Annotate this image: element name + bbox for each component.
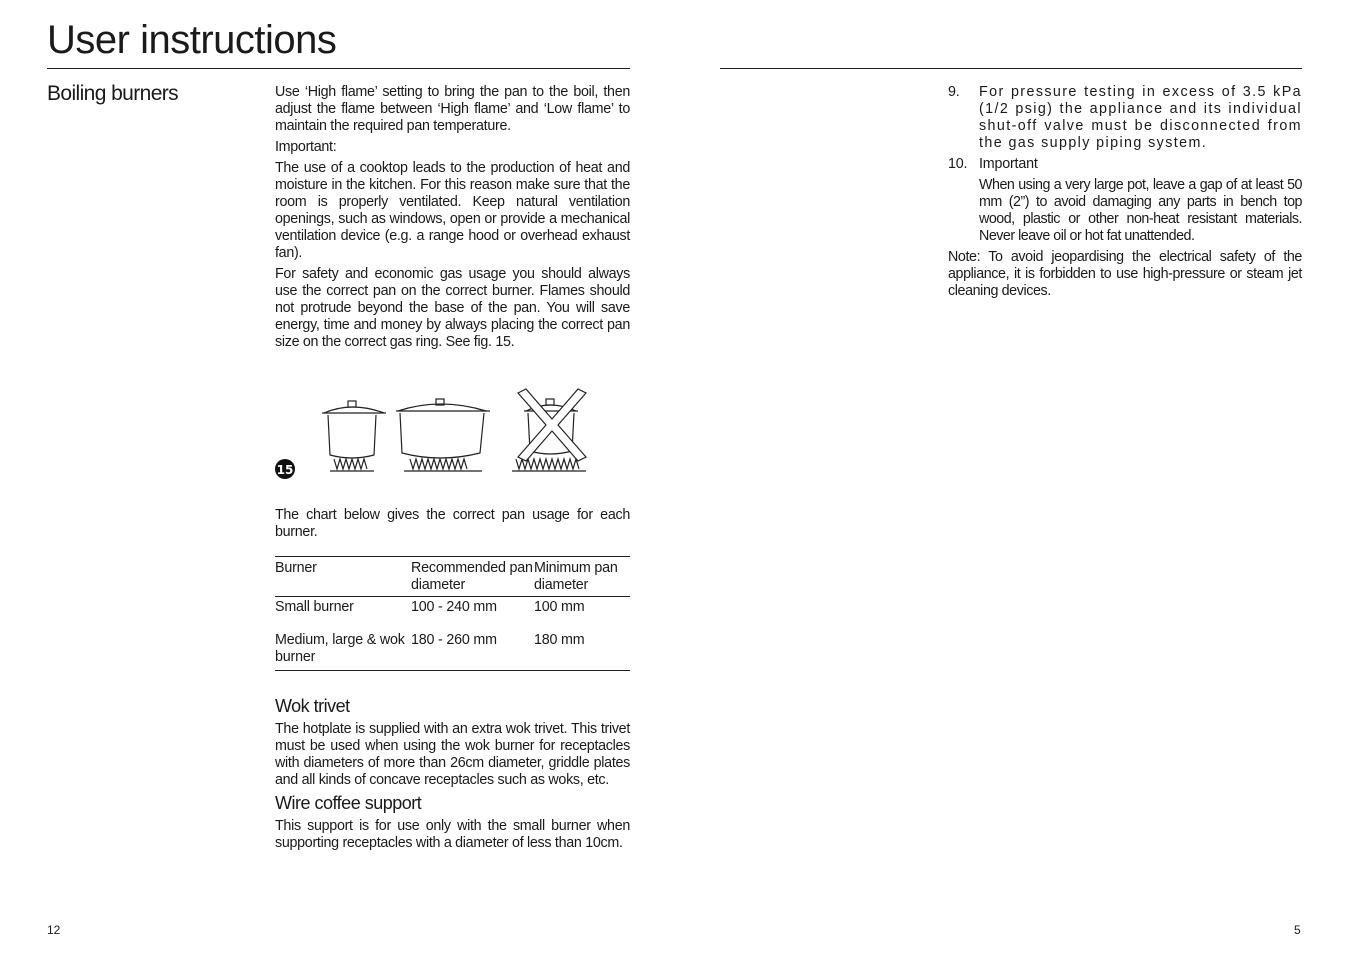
title-rule-right [720, 68, 1302, 69]
left-column-top [275, 84, 630, 355]
section-title: Boiling burners [47, 82, 179, 105]
figure-number: 15 [276, 463, 294, 477]
table-cell: 180 - 260 mm [411, 632, 497, 648]
wok-trivet-heading: Wok trivet [275, 696, 350, 716]
pan-usage-table-wrap [275, 556, 630, 671]
list-number: 9. [948, 84, 960, 100]
safety-paragraph: For safety and economic gas usage you should always use the correct pan on the correct burner. Flames should not protrude beyond the base of the pan. You will save energy, time and money by always placing the correct pan size on the correct gas ring. See fig. 15. [275, 266, 630, 350]
table-header-row [275, 557, 630, 597]
title-rule-left [47, 68, 630, 69]
table-cell: 100 - 240 mm [411, 599, 497, 615]
table-cell: 180 mm [534, 632, 585, 648]
important-text: When using a very large pot, leave a gap of at least 50 mm (2”) to avoid damaging any parts in bench top wood, plastic or other non-heat resistant materials. Never leave oil or hot fat unattended. [979, 177, 1302, 244]
pan-usage-table [275, 556, 630, 671]
column-header: Burner [275, 560, 317, 576]
intro-paragraph: Use ‘High flame’ setting to bring the pan to the boil, then adjust the flame between ‘High flame’ and ‘Low flame’ to maintain the required pan temperature. [275, 84, 630, 134]
column-header: Recommended pan diameter [411, 560, 533, 593]
note-text: Note: To avoid jeopardising the electrical safety of the appliance, it is forbidden to use high-pressure or steam jet cleaning devices. [948, 249, 1302, 299]
ventilation-paragraph: The use of a cooktop leads to the production of heat and moisture in the kitchen. For this reason make sure that the room is properly ventilated. Keep natural ventilation openings, such as windows, open or provide a mechanical ventilation device (e.g. a range hood or overhead exhaust fan). [275, 160, 630, 261]
wok-trivet-text: The hotplate is supplied with an extra wok trivet. This trivet must be used when using the wok burner for receptacles with diameters of more than 26cm diameter, griddle plates and all kinds of concave receptacles such as woks, etc. [275, 721, 630, 788]
pan-size-figure [272, 385, 632, 485]
list-item [948, 156, 1302, 245]
left-column-bottom [275, 698, 630, 856]
list-item [948, 84, 1302, 152]
table-cell: 100 mm [534, 599, 585, 615]
column-header: Minimum pan diameter [534, 560, 618, 593]
right-column [948, 84, 1302, 300]
table-cell: Medium, large & wok burner [275, 632, 405, 665]
page-title: User instructions [47, 18, 337, 62]
important-label: Important: [275, 139, 337, 155]
coffee-support-text: This support is for use only with the small burner when supporting receptacles with a diameter of less than 10cm. [275, 818, 630, 851]
page-number-left: 12 [47, 923, 61, 937]
chart-intro: The chart below gives the correct pan usage for each burner. [275, 507, 630, 540]
table-row [275, 616, 630, 671]
list-text: For pressure testing in excess of 3.5 kPa (1/2 psig) the appliance and its individual shut-off valve must be disconnected from the gas supply piping system. [979, 84, 1302, 151]
small-pot-icon [322, 401, 386, 471]
table-row [275, 597, 630, 617]
list-number: 10. [948, 156, 968, 172]
list-text: Important [979, 156, 1038, 172]
wide-pot-icon [396, 399, 490, 471]
pan-size-illustration [272, 385, 632, 485]
coffee-support-heading: Wire coffee support [275, 793, 422, 813]
page-number-right: 5 [1294, 923, 1301, 937]
table-cell: Small burner [275, 599, 354, 615]
